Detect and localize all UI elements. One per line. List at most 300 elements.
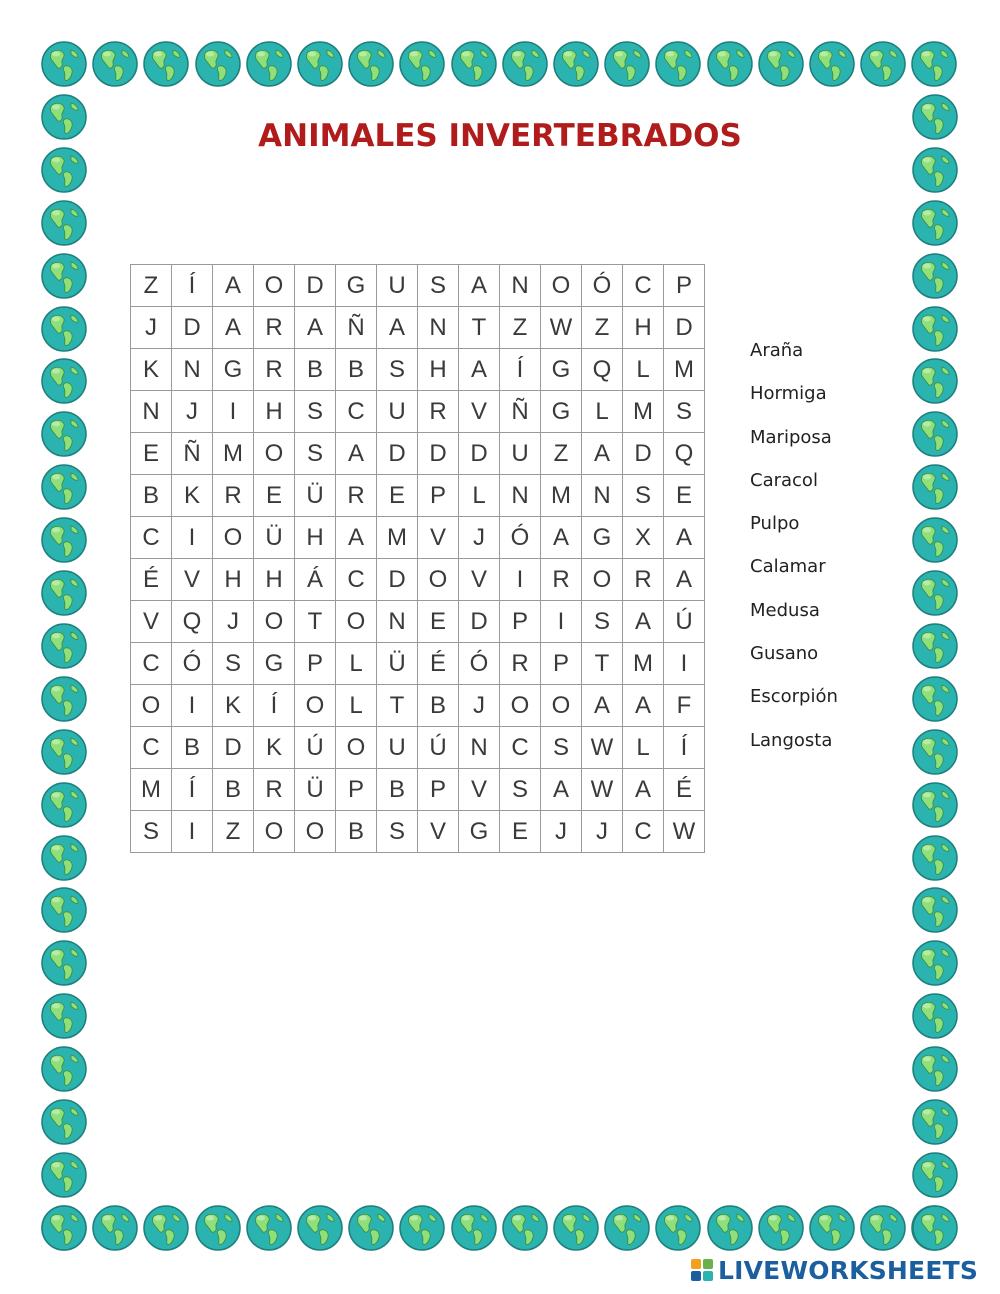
grid-cell[interactable]: É: [418, 643, 459, 685]
grid-cell[interactable]: Ñ: [336, 307, 377, 349]
globe-icon: [911, 357, 959, 405]
globe-icon: [40, 939, 88, 987]
grid-cell[interactable]: C: [336, 559, 377, 601]
grid-cell[interactable]: B: [213, 769, 254, 811]
grid-cell[interactable]: X: [623, 517, 664, 559]
globe-icon: [757, 40, 805, 88]
grid-cell[interactable]: B: [172, 727, 213, 769]
grid-cell[interactable]: A: [459, 349, 500, 391]
grid-cell[interactable]: G: [582, 517, 623, 559]
globe-icon: [706, 1204, 754, 1252]
grid-cell[interactable]: V: [418, 811, 459, 853]
grid-row: [131, 307, 705, 349]
grid-cell[interactable]: R: [254, 349, 295, 391]
grid-cell[interactable]: E: [131, 433, 172, 475]
globe-icon: [911, 1045, 959, 1093]
grid-cell[interactable]: É: [664, 769, 705, 811]
grid-cell[interactable]: R: [254, 769, 295, 811]
grid-cell[interactable]: A: [623, 685, 664, 727]
grid-cell[interactable]: L: [336, 685, 377, 727]
word-list-item: Mariposa: [750, 426, 832, 448]
grid-cell[interactable]: S: [213, 643, 254, 685]
grid-cell[interactable]: N: [500, 265, 541, 307]
globe-icon: [911, 1204, 959, 1252]
grid-cell[interactable]: I: [541, 601, 582, 643]
grid-cell[interactable]: D: [295, 265, 336, 307]
globe-icon: [91, 40, 139, 88]
grid-cell[interactable]: R: [213, 475, 254, 517]
grid-cell[interactable]: V: [418, 517, 459, 559]
grid-cell[interactable]: C: [623, 811, 664, 853]
grid-cell[interactable]: W: [582, 727, 623, 769]
logo-mark-icon: [690, 1258, 714, 1282]
grid-cell[interactable]: S: [500, 769, 541, 811]
grid-cell[interactable]: I: [172, 517, 213, 559]
globe-icon: [808, 40, 856, 88]
grid-cell[interactable]: Ó: [500, 517, 541, 559]
logo-text: LIVEWORKSHEETS: [718, 1255, 979, 1285]
grid-cell[interactable]: Ü: [295, 769, 336, 811]
grid-cell[interactable]: L: [336, 643, 377, 685]
grid-cell[interactable]: B: [336, 349, 377, 391]
globe-icon: [40, 305, 88, 353]
grid-cell[interactable]: K: [213, 685, 254, 727]
grid-cell[interactable]: A: [459, 265, 500, 307]
grid-cell[interactable]: Ú: [664, 601, 705, 643]
grid-cell[interactable]: N: [500, 475, 541, 517]
grid-cell[interactable]: N: [172, 349, 213, 391]
grid-cell[interactable]: A: [336, 517, 377, 559]
grid-cell[interactable]: T: [459, 307, 500, 349]
grid-cell[interactable]: Ó: [172, 643, 213, 685]
grid-cell[interactable]: A: [336, 433, 377, 475]
grid-cell[interactable]: C: [336, 391, 377, 433]
grid-cell[interactable]: O: [336, 727, 377, 769]
grid-cell[interactable]: A: [541, 517, 582, 559]
grid-row: [131, 643, 705, 685]
globe-icon: [911, 569, 959, 617]
grid-cell[interactable]: A: [582, 433, 623, 475]
grid-cell[interactable]: P: [295, 643, 336, 685]
grid-cell[interactable]: S: [418, 265, 459, 307]
grid-cell[interactable]: W: [541, 307, 582, 349]
grid-cell[interactable]: S: [623, 475, 664, 517]
globe-icon: [296, 1204, 344, 1252]
grid-cell[interactable]: R: [418, 391, 459, 433]
grid-cell[interactable]: U: [500, 433, 541, 475]
grid-cell[interactable]: O: [295, 685, 336, 727]
globe-icon: [40, 1098, 88, 1146]
grid-cell[interactable]: Á: [295, 559, 336, 601]
grid-cell[interactable]: V: [459, 769, 500, 811]
grid-cell[interactable]: V: [131, 601, 172, 643]
grid-cell[interactable]: Z: [582, 307, 623, 349]
globe-icon: [911, 516, 959, 564]
grid-cell[interactable]: O: [213, 517, 254, 559]
grid-cell[interactable]: A: [295, 307, 336, 349]
grid-cell[interactable]: V: [459, 559, 500, 601]
grid-cell[interactable]: S: [377, 349, 418, 391]
grid-cell[interactable]: Ü: [295, 475, 336, 517]
grid-cell[interactable]: G: [336, 265, 377, 307]
globe-icon: [40, 886, 88, 934]
grid-cell[interactable]: B: [377, 769, 418, 811]
grid-cell[interactable]: N: [418, 307, 459, 349]
grid-cell[interactable]: T: [377, 685, 418, 727]
grid-cell[interactable]: G: [254, 643, 295, 685]
grid-cell[interactable]: O: [582, 559, 623, 601]
grid-cell[interactable]: B: [336, 811, 377, 853]
grid-cell[interactable]: J: [131, 307, 172, 349]
word-list-item: Hormiga: [750, 383, 827, 405]
globe-icon: [91, 1204, 139, 1252]
grid-cell[interactable]: D: [418, 433, 459, 475]
globe-icon: [398, 40, 446, 88]
grid-cell[interactable]: D: [213, 727, 254, 769]
grid-cell[interactable]: Í: [254, 685, 295, 727]
grid-cell[interactable]: A: [377, 307, 418, 349]
word-list-item: Gusano: [750, 643, 819, 665]
globe-icon: [40, 834, 88, 882]
grid-cell[interactable]: Í: [664, 727, 705, 769]
grid-cell[interactable]: L: [459, 475, 500, 517]
grid-cell[interactable]: H: [623, 307, 664, 349]
word-list-item: Pulpo: [750, 513, 800, 535]
globe-icon: [911, 622, 959, 670]
grid-cell[interactable]: N: [377, 601, 418, 643]
grid-cell[interactable]: P: [541, 643, 582, 685]
grid-cell[interactable]: O: [254, 433, 295, 475]
grid-cell[interactable]: O: [131, 685, 172, 727]
globe-icon: [194, 1204, 242, 1252]
grid-cell[interactable]: M: [541, 475, 582, 517]
grid-cell[interactable]: H: [213, 559, 254, 601]
grid-cell[interactable]: M: [377, 517, 418, 559]
grid-cell[interactable]: Q: [582, 349, 623, 391]
grid-cell[interactable]: E: [377, 475, 418, 517]
grid-cell[interactable]: D: [377, 433, 418, 475]
globe-icon: [40, 40, 88, 88]
grid-row: [131, 475, 705, 517]
grid-cell[interactable]: S: [582, 601, 623, 643]
globe-icon: [757, 1204, 805, 1252]
globe-icon: [40, 463, 88, 511]
grid-cell[interactable]: B: [131, 475, 172, 517]
grid-cell[interactable]: J: [172, 391, 213, 433]
grid-cell[interactable]: T: [295, 601, 336, 643]
globe-icon: [501, 40, 549, 88]
grid-cell[interactable]: H: [254, 391, 295, 433]
grid-cell[interactable]: C: [500, 727, 541, 769]
grid-cell[interactable]: R: [623, 559, 664, 601]
grid-cell[interactable]: D: [377, 559, 418, 601]
grid-cell[interactable]: J: [459, 517, 500, 559]
grid-cell[interactable]: H: [295, 517, 336, 559]
globe-icon: [859, 40, 907, 88]
grid-row: [131, 517, 705, 559]
grid-cell[interactable]: G: [459, 811, 500, 853]
grid-cell[interactable]: G: [541, 349, 582, 391]
grid-row: [131, 391, 705, 433]
grid-cell[interactable]: J: [459, 685, 500, 727]
grid-cell[interactable]: O: [500, 685, 541, 727]
liveworksheets-logo: [690, 1253, 978, 1287]
grid-cell[interactable]: S: [295, 433, 336, 475]
grid-cell[interactable]: Í: [172, 769, 213, 811]
grid-cell[interactable]: Q: [172, 601, 213, 643]
grid-cell[interactable]: G: [541, 391, 582, 433]
grid-row: [131, 433, 705, 475]
grid-row: [131, 601, 705, 643]
grid-cell[interactable]: J: [541, 811, 582, 853]
globe-icon: [40, 622, 88, 670]
grid-cell[interactable]: Ú: [418, 727, 459, 769]
grid-cell[interactable]: E: [418, 601, 459, 643]
grid-cell[interactable]: L: [623, 727, 664, 769]
grid-cell[interactable]: K: [172, 475, 213, 517]
grid-cell[interactable]: E: [254, 475, 295, 517]
globe-icon: [347, 40, 395, 88]
globe-icon: [40, 1204, 88, 1252]
globe-icon: [654, 40, 702, 88]
globe-icon: [911, 252, 959, 300]
globe-icon: [40, 569, 88, 617]
word-list: [750, 338, 838, 771]
grid-cell[interactable]: A: [664, 517, 705, 559]
grid-cell[interactable]: A: [582, 685, 623, 727]
grid-row: [131, 265, 705, 307]
word-list-item: Escorpión: [750, 686, 838, 708]
globe-icon: [296, 40, 344, 88]
grid-cell[interactable]: U: [377, 265, 418, 307]
grid-cell[interactable]: H: [254, 559, 295, 601]
grid-cell[interactable]: L: [623, 349, 664, 391]
grid-cell[interactable]: G: [213, 349, 254, 391]
grid-cell[interactable]: Ñ: [172, 433, 213, 475]
grid-row: [131, 559, 705, 601]
grid-cell[interactable]: B: [295, 349, 336, 391]
grid-cell[interactable]: I: [172, 811, 213, 853]
grid-cell[interactable]: S: [295, 391, 336, 433]
grid-cell[interactable]: M: [623, 643, 664, 685]
grid-cell[interactable]: Í: [500, 349, 541, 391]
grid-cell[interactable]: Ú: [295, 727, 336, 769]
globe-icon: [552, 1204, 600, 1252]
globe-icon: [40, 357, 88, 405]
grid-cell[interactable]: V: [459, 391, 500, 433]
grid-cell[interactable]: Ó: [459, 643, 500, 685]
grid-cell[interactable]: P: [418, 475, 459, 517]
globe-icon: [142, 1204, 190, 1252]
grid-cell[interactable]: C: [623, 265, 664, 307]
word-list-item: Langosta: [750, 729, 833, 751]
grid-cell[interactable]: F: [664, 685, 705, 727]
grid-cell[interactable]: I: [664, 643, 705, 685]
grid-cell[interactable]: Q: [664, 433, 705, 475]
grid-cell[interactable]: D: [172, 307, 213, 349]
grid-cell[interactable]: O: [295, 811, 336, 853]
globe-icon: [40, 675, 88, 723]
grid-cell[interactable]: E: [664, 475, 705, 517]
grid-cell[interactable]: M: [131, 769, 172, 811]
grid-cell[interactable]: C: [131, 643, 172, 685]
globe-icon: [911, 463, 959, 511]
grid-cell[interactable]: A: [213, 265, 254, 307]
globe-icon: [706, 40, 754, 88]
grid-cell[interactable]: C: [131, 517, 172, 559]
grid-cell[interactable]: Z: [541, 433, 582, 475]
grid-cell[interactable]: Z: [500, 307, 541, 349]
grid-cell[interactable]: É: [131, 559, 172, 601]
word-list-item: Caracol: [750, 469, 818, 491]
word-list-item: Medusa: [750, 599, 820, 621]
globe-icon: [654, 1204, 702, 1252]
grid-cell[interactable]: P: [664, 265, 705, 307]
grid-cell[interactable]: L: [582, 391, 623, 433]
globe-icon: [552, 40, 600, 88]
globe-icon: [450, 1204, 498, 1252]
grid-cell[interactable]: C: [131, 727, 172, 769]
grid-cell[interactable]: M: [664, 349, 705, 391]
grid-cell[interactable]: D: [459, 601, 500, 643]
grid-cell[interactable]: S: [377, 811, 418, 853]
grid-cell[interactable]: N: [582, 475, 623, 517]
globe-icon: [911, 675, 959, 723]
globe-icon: [859, 1204, 907, 1252]
grid-row: [131, 349, 705, 391]
globe-icon: [40, 410, 88, 458]
grid-cell[interactable]: A: [541, 769, 582, 811]
grid-cell[interactable]: M: [213, 433, 254, 475]
grid-cell[interactable]: P: [336, 769, 377, 811]
grid-cell[interactable]: Ü: [254, 517, 295, 559]
grid-cell[interactable]: Z: [131, 265, 172, 307]
grid-cell[interactable]: W: [664, 811, 705, 853]
grid-cell[interactable]: W: [582, 769, 623, 811]
globe-icon: [40, 516, 88, 564]
globe-icon: [911, 1098, 959, 1146]
grid-cell[interactable]: N: [131, 391, 172, 433]
globe-icon: [40, 1045, 88, 1093]
grid-cell[interactable]: I: [213, 391, 254, 433]
globe-icon: [40, 728, 88, 776]
word-list-item: Calamar: [750, 556, 826, 578]
grid-cell[interactable]: R: [336, 475, 377, 517]
globe-icon: [194, 40, 242, 88]
grid-cell[interactable]: M: [623, 391, 664, 433]
globe-icon: [603, 1204, 651, 1252]
grid-row: [131, 727, 705, 769]
grid-cell[interactable]: J: [213, 601, 254, 643]
grid-cell[interactable]: O: [541, 685, 582, 727]
globe-icon: [911, 992, 959, 1040]
grid-cell[interactable]: U: [377, 727, 418, 769]
globe-icon: [501, 1204, 549, 1252]
globe-icon: [142, 40, 190, 88]
grid-cell[interactable]: S: [131, 811, 172, 853]
grid-cell[interactable]: O: [254, 811, 295, 853]
grid-cell[interactable]: E: [500, 811, 541, 853]
globe-icon: [40, 199, 88, 247]
globe-icon: [911, 728, 959, 776]
grid-row: [131, 811, 705, 853]
grid-cell[interactable]: Í: [172, 265, 213, 307]
grid-cell[interactable]: R: [500, 643, 541, 685]
word-list-item: Araña: [750, 340, 804, 361]
globe-icon: [347, 1204, 395, 1252]
globe-icon: [603, 40, 651, 88]
grid-row: [131, 685, 705, 727]
globe-icon: [911, 1151, 959, 1199]
globe-icon: [40, 252, 88, 300]
grid-cell[interactable]: Ü: [377, 643, 418, 685]
globe-icon: [450, 40, 498, 88]
globe-icon: [398, 1204, 446, 1252]
grid-cell[interactable]: B: [418, 685, 459, 727]
grid-cell[interactable]: T: [582, 643, 623, 685]
globe-icon: [911, 834, 959, 882]
grid-row: [131, 769, 705, 811]
grid-cell[interactable]: D: [623, 433, 664, 475]
globe-icon: [40, 992, 88, 1040]
globe-icon: [911, 781, 959, 829]
grid-cell[interactable]: K: [254, 727, 295, 769]
globe-icon: [911, 886, 959, 934]
grid-cell[interactable]: R: [254, 307, 295, 349]
grid-cell[interactable]: O: [254, 265, 295, 307]
grid-cell[interactable]: K: [131, 349, 172, 391]
grid-cell[interactable]: Ó: [582, 265, 623, 307]
globe-icon: [40, 1151, 88, 1199]
globe-icon: [40, 781, 88, 829]
grid-cell[interactable]: P: [418, 769, 459, 811]
grid-cell[interactable]: S: [541, 727, 582, 769]
grid-cell[interactable]: I: [172, 685, 213, 727]
grid-cell[interactable]: A: [664, 559, 705, 601]
grid-cell[interactable]: N: [459, 727, 500, 769]
grid-cell[interactable]: O: [254, 601, 295, 643]
grid-cell[interactable]: I: [500, 559, 541, 601]
grid-cell[interactable]: A: [623, 769, 664, 811]
grid-cell[interactable]: O: [418, 559, 459, 601]
grid-cell[interactable]: A: [623, 601, 664, 643]
grid-cell[interactable]: O: [541, 265, 582, 307]
grid-cell[interactable]: H: [418, 349, 459, 391]
grid-cell[interactable]: P: [500, 601, 541, 643]
globe-icon: [911, 939, 959, 987]
grid-cell[interactable]: Ñ: [500, 391, 541, 433]
globe-icon: [911, 410, 959, 458]
globe-icon: [911, 199, 959, 247]
globe-icon: [245, 1204, 293, 1252]
grid-cell[interactable]: J: [582, 811, 623, 853]
globe-icon: [808, 1204, 856, 1252]
grid-cell[interactable]: A: [213, 307, 254, 349]
globe-icon: [910, 40, 958, 88]
grid-cell[interactable]: D: [664, 307, 705, 349]
globe-icon: [911, 305, 959, 353]
grid-cell[interactable]: S: [664, 391, 705, 433]
grid-cell[interactable]: V: [172, 559, 213, 601]
grid-cell[interactable]: U: [377, 391, 418, 433]
grid-cell[interactable]: O: [336, 601, 377, 643]
globe-icon: [245, 40, 293, 88]
grid-cell[interactable]: Z: [213, 811, 254, 853]
word-search-grid: [130, 264, 705, 853]
grid-cell[interactable]: D: [459, 433, 500, 475]
page-title: ANIMALES INVERTEBRADOS: [258, 118, 742, 154]
grid-cell[interactable]: R: [541, 559, 582, 601]
